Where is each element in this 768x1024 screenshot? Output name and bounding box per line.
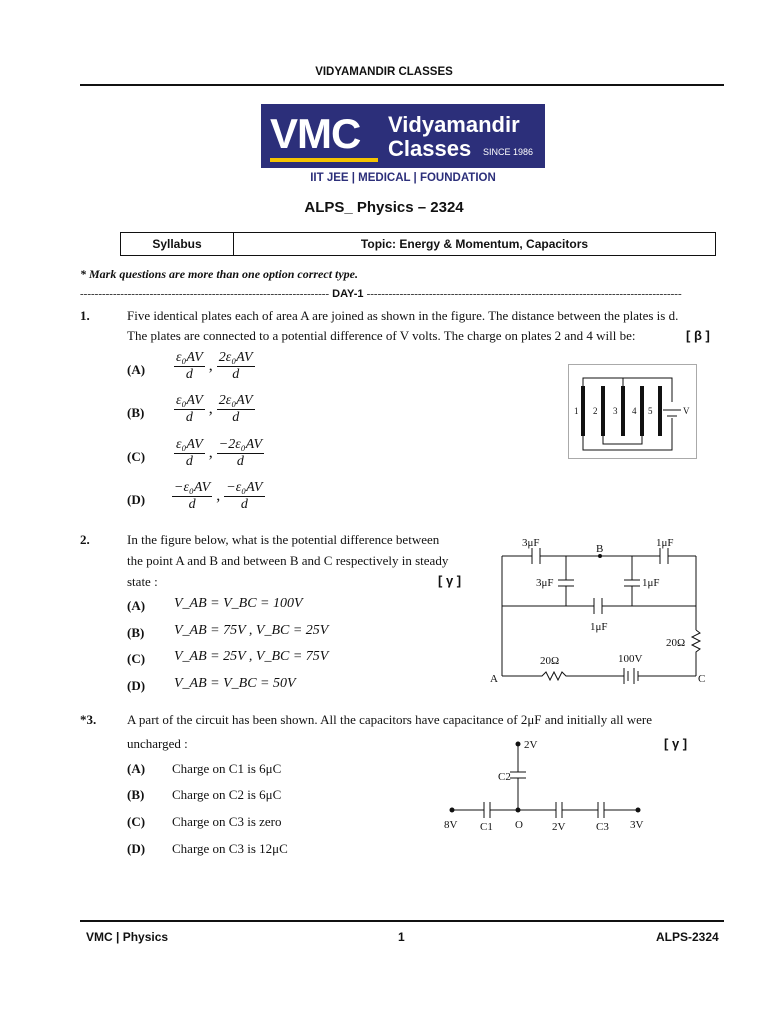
q3-option-c-label: (C) (127, 814, 146, 829)
q2-option-c (127, 651, 145, 667)
q1-option-a-label: (A) (127, 362, 146, 377)
q2-label-c-bottom: 1μF (590, 621, 608, 633)
q3-option-b-label: (B) (127, 787, 145, 802)
q1-answer: [ β ] (686, 328, 710, 343)
q3-cap-c2 (510, 772, 526, 778)
q2-cap-mid-right (624, 580, 640, 586)
q1-a-den1: d (185, 367, 193, 382)
q1-c-den2: d (236, 454, 244, 469)
q3-number: *3. (80, 712, 97, 727)
q1-plate-5 (658, 386, 662, 436)
q3-label-c3: C3 (596, 821, 609, 833)
document-title: ALPS_ Physics – 2324 (304, 199, 464, 216)
q2-text-line3: state : (127, 574, 158, 589)
q1-option-c-label: (C) (127, 449, 146, 464)
q3-option-c-text: Charge on C3 is zero (172, 814, 282, 829)
q3-option-a-text: Charge on C1 is 6μC (172, 761, 282, 776)
q2-answer: [ γ ] (438, 573, 462, 588)
footer-right: ALPS-2324 (656, 930, 719, 944)
q1-label-3: 3 (613, 406, 618, 416)
q2-option-b-text: V_AB = 75V , V_BC = 25V (174, 623, 329, 638)
q2-label-r-bottom: 20Ω (540, 655, 560, 667)
q2-option-a (127, 598, 145, 614)
q2-resistor-right (692, 630, 700, 676)
q2-label-r-right: 20Ω (666, 637, 686, 649)
q1-option-a (127, 362, 145, 378)
logo-underline (270, 158, 378, 162)
q1-d-num1: −ε₀AV (174, 480, 211, 495)
q2-option-d (127, 678, 145, 694)
q1-b-num1: ε₀AV (176, 393, 203, 408)
footer-left: VMC | Physics (86, 930, 169, 944)
q3-node-right (636, 808, 641, 813)
q3-circuit-figure (440, 734, 652, 834)
q3-cap-mid (556, 802, 562, 818)
q1-c-den1: d (185, 454, 193, 469)
q2-option-d-text: V_AB = V_BC = 50V (174, 676, 296, 691)
q2-number: 2. (80, 532, 90, 547)
q2-cap-top-left (532, 548, 540, 564)
q1-c-num2: −2ε₀AV (218, 437, 263, 452)
multi-correct-note: * Mark questions are more than one option correct type. (80, 267, 359, 281)
q1-d-den1: d (188, 497, 196, 512)
q2-label-c-top-left: 3μF (522, 537, 540, 549)
q1-label-5: 5 (648, 406, 653, 416)
q1-text-line1: Five identical plates each of area A are joined as shown in the figure. The distance between the plates is d. (127, 308, 679, 323)
logo-since: SINCE 1986 (483, 147, 534, 157)
dash-right: -------------------------------------------------------------------------------------- (366, 288, 682, 300)
q1-label-4: 4 (632, 406, 637, 416)
q1-plates-figure (568, 364, 698, 460)
q2-cap-top-right (660, 548, 668, 564)
q3-node-left (450, 808, 455, 813)
q1-d-num2: −ε₀AV (226, 480, 263, 495)
q3-text-line1: A part of the circuit has been shown. All the capacitors have capacitance of 2μF and initially all were (127, 712, 652, 727)
q1-option-d (127, 492, 145, 508)
q2-label-c-mid-right: 1μF (642, 577, 660, 589)
q3-option-a (127, 761, 145, 777)
q1-option-b-label: (B) (127, 405, 145, 420)
q1-label-2: 2 (593, 406, 598, 416)
q1-b-den2: d (232, 410, 240, 425)
q2-option-a-label: (A) (127, 598, 146, 613)
q3-cap-c3 (598, 802, 604, 818)
q2-option-b (127, 625, 144, 641)
q2-option-c-label: (C) (127, 651, 146, 666)
q1-number: 1. (80, 308, 90, 323)
q2-option-d-label: (D) (127, 678, 146, 693)
syllabus-label: Syllabus (121, 233, 234, 255)
q1-option-d-label: (D) (127, 492, 146, 507)
q1-label-1: 1 (574, 406, 579, 416)
q2-label-c-top-right: 1μF (656, 537, 674, 549)
q3-node-o (516, 808, 521, 813)
day-divider (80, 288, 718, 300)
q1-option-a-expr: $\frac{\text{ε₀AV}}{d}$ , $\frac{\text{2ε₀AV}}{d}$ (176, 350, 253, 382)
q2-cap-bottom (594, 598, 602, 614)
footer-page-number: 1 (398, 930, 405, 944)
q3-option-c (127, 814, 145, 830)
q3-label-mid: 2V (552, 821, 566, 833)
q1-b-num2: 2ε₀AV (218, 393, 253, 408)
q1-text-line2: The plates are connected to a potential difference of V volts. The charge on plates 2 and 4 will be: (127, 328, 636, 343)
q3-text-line2: uncharged : (127, 736, 188, 751)
logo-tagline: IIT JEE | MEDICAL | FOUNDATION (310, 172, 496, 184)
syllabus-table (120, 232, 716, 256)
q2-label-c: C (698, 673, 706, 685)
q1-b-den1: d (185, 410, 193, 425)
q2-label-c-mid-left: 3μF (536, 577, 554, 589)
q1-plate-3 (621, 386, 625, 436)
q2-option-c-text: V_AB = 25V , V_BC = 75V (174, 649, 329, 664)
q1-plate-2 (601, 386, 605, 436)
q1-d-den2: d (240, 497, 248, 512)
q1-a-den2: d (232, 367, 240, 382)
q2-label-a: A (490, 673, 498, 685)
q3-label-c2: C2 (498, 771, 511, 783)
q3-option-b-text: Charge on C2 is 6μC (172, 787, 282, 802)
q3-answer: [ γ ] (664, 736, 688, 751)
q1-plate-1 (581, 386, 585, 436)
q2-circuit-figure (488, 534, 714, 686)
q3-label-top: 2V (524, 739, 538, 751)
q2-cap-mid-left (558, 580, 574, 586)
q1-option-c-expr: $\frac{\text{ε₀AV}}{d}$ , $\frac{\text{−2ε₀AV}}{d}$ (176, 437, 263, 469)
q3-label-c1: C1 (480, 821, 493, 833)
q3-option-a-label: (A) (127, 761, 146, 776)
day-label: DAY-1 (329, 288, 367, 300)
q3-option-d-label: (D) (127, 841, 146, 856)
header-title: VIDYAMANDIR CLASSES (315, 66, 453, 78)
q3-node-top (516, 742, 521, 747)
q2-battery (624, 668, 638, 684)
q3-label-left: 8V (444, 819, 458, 831)
q1-option-d-expr: $\frac{\text{−ε₀AV}}{d}$ , $\frac{\text{−ε₀AV}}{d}$ (174, 480, 263, 512)
q2-option-b-label: (B) (127, 625, 145, 640)
q2-bottom-wire (502, 672, 696, 680)
syllabus-topic: Topic: Energy & Momentum, Capacitors (360, 237, 589, 251)
q1-plate-4 (640, 386, 644, 436)
q2-text-line2: the point A and B and between B and C respectively in steady (127, 553, 449, 568)
q2-text-line1: In the figure below, what is the potential difference between (127, 532, 440, 547)
q1-label-v: V (683, 406, 690, 416)
logo-name-line1: Vidyamandir (388, 112, 520, 137)
q2-option-a-text: V_AB = V_BC = 100V (174, 596, 303, 611)
q1-option-c (127, 449, 145, 465)
q1-c-num1: ε₀AV (176, 437, 203, 452)
q1-a-num1: ε₀AV (176, 350, 203, 365)
header-rule (80, 84, 724, 86)
q1-option-b (127, 405, 144, 421)
footer-rule (80, 920, 724, 922)
dash-left: -------------------------------------------------------------------- (80, 288, 330, 300)
q1-a-num2: 2ε₀AV (218, 350, 253, 365)
q3-label-o: O (515, 819, 523, 831)
q3-cap-c1 (484, 802, 490, 818)
q3-label-right: 3V (630, 819, 644, 831)
q2-label-b: B (596, 543, 604, 555)
q3-option-d (127, 841, 145, 857)
logo-main-text: VMC (270, 110, 361, 157)
q1-option-b-expr: $\frac{\text{ε₀AV}}{d}$ , $\frac{\text{2ε₀AV}}{d}$ (176, 393, 253, 425)
q3-option-d-text: Charge on C3 is 12μC (172, 841, 288, 856)
q3-option-b (127, 787, 144, 803)
q2-label-battery: 100V (618, 653, 643, 665)
logo-name-line2: Classes (388, 136, 472, 161)
